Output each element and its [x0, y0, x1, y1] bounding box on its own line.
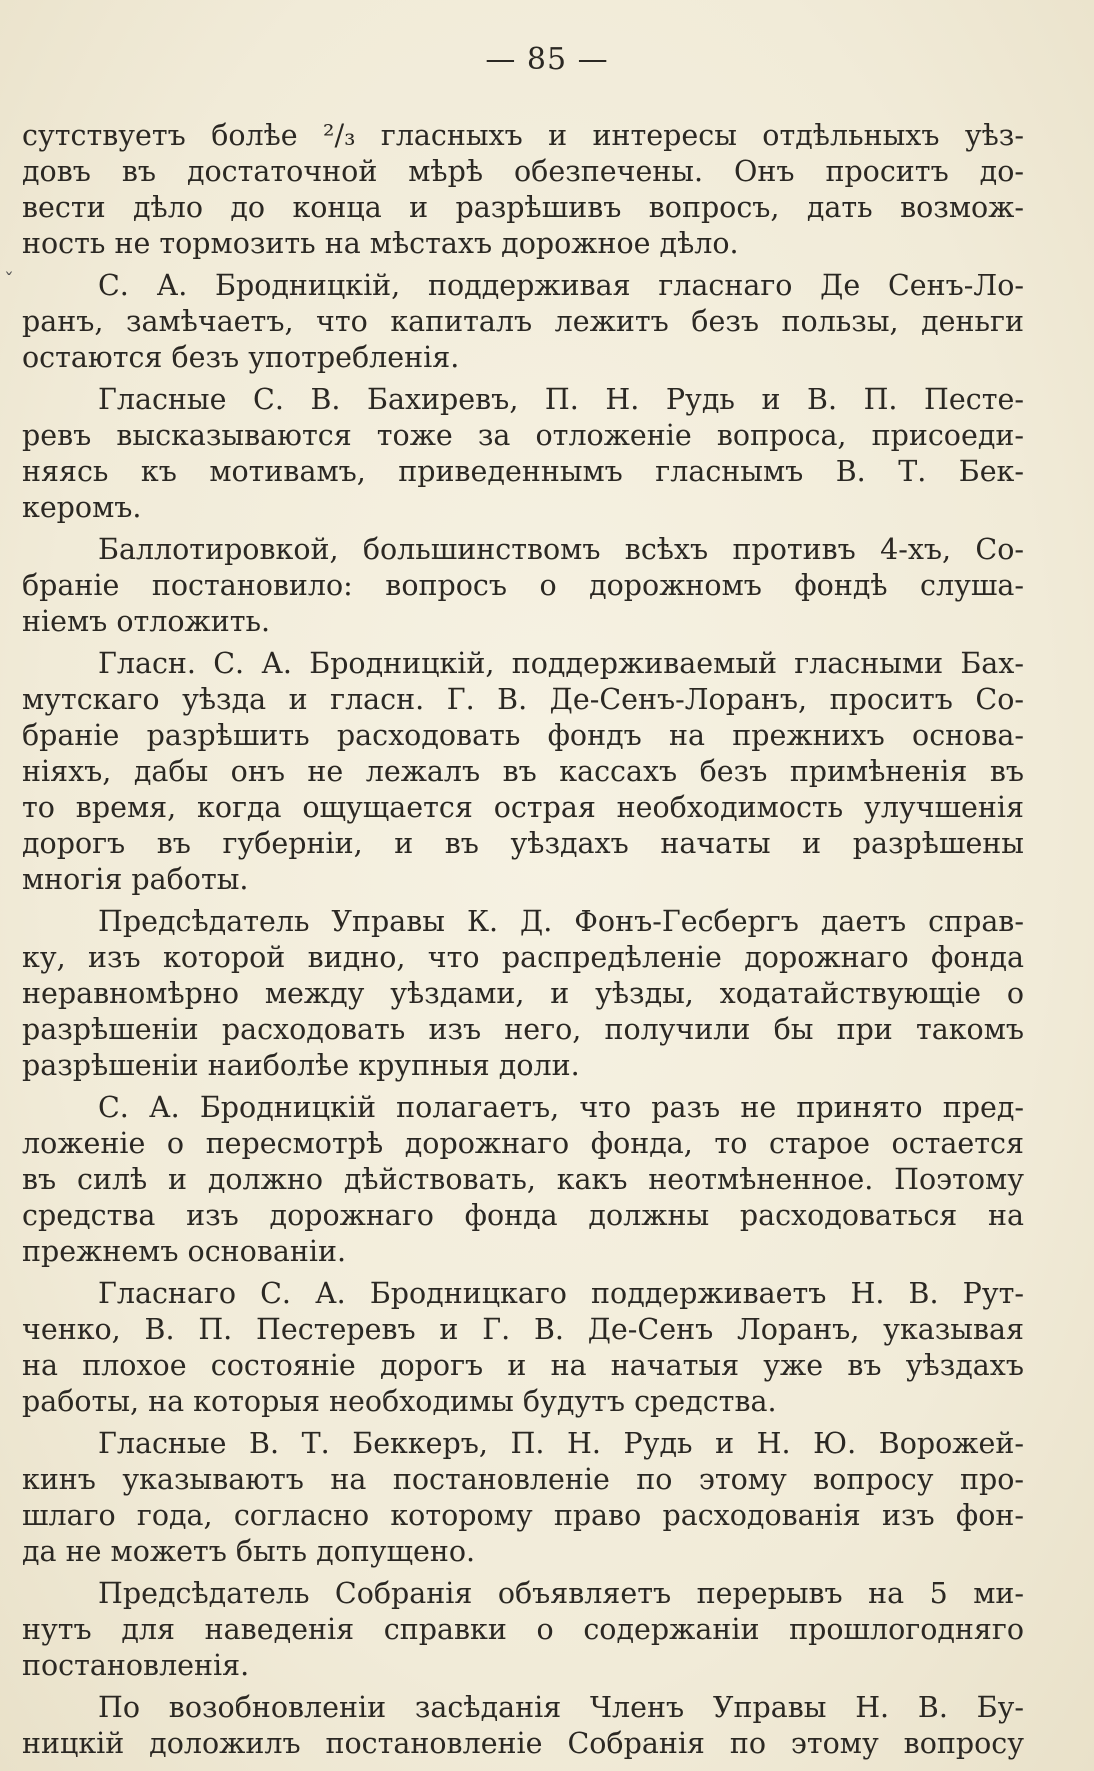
text-line: керомъ.	[22, 491, 142, 524]
text-line: прежнемъ основаніи.	[22, 1235, 347, 1268]
text-line: кинъ указываютъ на постановленіе по этому вопросу про-	[22, 1463, 1024, 1496]
text-line: мутскаго уѣзда и гласн. Г. В. Де-Сенъ-Лоранъ, проситъ Со-	[22, 683, 1024, 716]
text-line: многія работы.	[22, 863, 249, 896]
paragraph	[22, 1576, 1024, 1684]
text-line: работы, на которыя необходимы будутъ средства.	[22, 1385, 777, 1418]
text-line: ніяхъ, дабы онъ не лежалъ въ кассахъ безъ примѣненія въ	[22, 755, 1024, 788]
text-line: вести дѣло до конца и разрѣшивъ вопросъ, дать возмож-	[22, 191, 1024, 224]
paragraph	[22, 382, 1024, 526]
text-line: остаются безъ употребленія.	[22, 341, 460, 374]
text-line: С. А. Бродницкій полагаетъ, что разъ не принято пред-	[98, 1091, 1024, 1124]
text-line: ранъ, замѣчаетъ, что капиталъ лежитъ безъ пользы, деньги	[22, 305, 1024, 338]
text-line: Баллотировкой, большинствомъ всѣхъ противъ 4-хъ, Со-	[98, 533, 1024, 566]
paragraph	[22, 532, 1024, 640]
text-line: Предсѣдатель Управы К. Д. Фонъ-Гесбергъ даетъ справ-	[98, 905, 1024, 938]
page-number: — 85 —	[485, 42, 609, 77]
paragraph	[22, 1090, 1024, 1270]
text-line: ницкій доложилъ постановленіе Собранія по этому вопросу	[22, 1727, 1024, 1760]
text-line: разрѣшеніи наиболѣе крупныя доли.	[22, 1049, 580, 1082]
text-line: няясь къ мотивамъ, приведеннымъ гласнымъ В. Т. Бек-	[22, 455, 1024, 488]
paragraph	[22, 118, 1024, 262]
text-line: дорогъ въ губерніи, и въ уѣздахъ начаты и разрѣшены	[22, 827, 1024, 860]
text-line: неравномѣрно между уѣздами, и уѣзды, ходатайствующіе о	[22, 977, 1024, 1010]
margin-mark: ˇ	[4, 268, 14, 292]
text-line: ревъ высказываются тоже за отложеніе вопроса, присоеди-	[22, 419, 1024, 452]
text-line: браніе постановило: вопросъ о дорожномъ фондѣ слуша-	[22, 569, 1024, 602]
text-line: С. А. Бродницкій, поддерживая гласнаго Де Сенъ-Ло-	[98, 269, 1024, 302]
text-line: ность не тормозить на мѣстахъ дорожное дѣло.	[22, 227, 739, 260]
text-line: По возобновленіи засѣданія Членъ Управы Н. В. Бу-	[98, 1691, 1024, 1724]
text-line: сутствуетъ болѣе ²/₃ гласныхъ и интересы отдѣльныхъ уѣз-	[22, 119, 1024, 152]
text-line: ку, изъ которой видно, что распредѣленіе дорожнаго фонда	[22, 941, 1024, 974]
text-line: въ силѣ и должно дѣйствовать, какъ неотмѣненное. Поэтому	[22, 1163, 1024, 1196]
text-line: Гласнаго С. А. Бродницкаго поддерживаетъ Н. В. Рут-	[98, 1277, 1024, 1310]
text-line: браніе разрѣшить расходовать фондъ на прежнихъ основа-	[22, 719, 1024, 752]
paragraph	[22, 1426, 1024, 1570]
text-line: Гласн. С. А. Бродницкій, поддерживаемый гласными Бах-	[98, 647, 1024, 680]
text-line: ложеніе о пересмотрѣ дорожнаго фонда, то старое остается	[22, 1127, 1024, 1160]
text-line: довъ въ достаточной мѣрѣ обезпечены. Онъ проситъ до-	[22, 155, 1024, 188]
text-line: Предсѣдатель Собранія объявляетъ перерывъ на 5 ми-	[98, 1577, 1024, 1610]
paragraph	[22, 646, 1024, 898]
paragraph	[22, 904, 1024, 1084]
paragraph	[22, 1276, 1024, 1420]
text-line: на плохое состояніе дорогъ и на начатыя уже въ уѣздахъ	[22, 1349, 1024, 1382]
text-line: то время, когда ощущается острая необходимость улучшенія	[22, 791, 1024, 824]
paragraph	[22, 1690, 1024, 1762]
text-line: нутъ для наведенія справки о содержаніи прошлогодняго	[22, 1613, 1024, 1646]
text-line: постановленія.	[22, 1649, 250, 1682]
text-line: средства изъ дорожнаго фонда должны расходоваться на	[22, 1199, 1024, 1232]
document-body	[22, 118, 1024, 1762]
text-line: да не можетъ быть допущено.	[22, 1535, 476, 1568]
paragraph	[22, 268, 1024, 376]
text-line: Гласные С. В. Бахиревъ, П. Н. Рудь и В. П. Песте-	[98, 383, 1024, 416]
text-line: шлаго года, согласно которому право расходованія изъ фон-	[22, 1499, 1024, 1532]
text-line: ніемъ отложить.	[22, 605, 271, 638]
text-line: разрѣшеніи расходовать изъ него, получили бы при такомъ	[22, 1013, 1024, 1046]
text-line: Гласные В. Т. Беккеръ, П. Н. Рудь и Н. Ю. Ворожей-	[98, 1427, 1024, 1460]
text-line: ченко, В. П. Пестеревъ и Г. В. Де-Сенъ Лоранъ, указывая	[22, 1313, 1024, 1346]
